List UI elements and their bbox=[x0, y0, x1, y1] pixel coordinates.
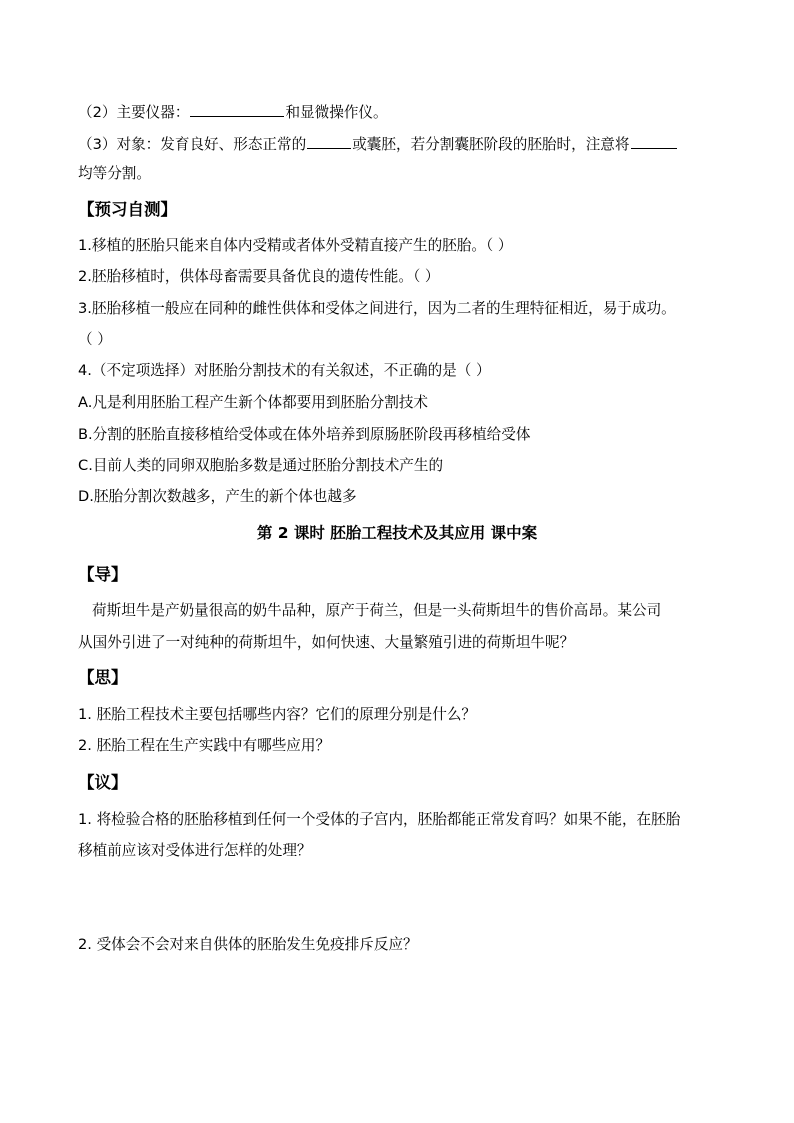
item3-blank-2 bbox=[631, 134, 677, 149]
discuss-q2: 2. 受体会不会对来自供体的胚胎发生免疫排斥反应？ bbox=[78, 936, 418, 953]
guide-heading: 【导】 bbox=[78, 565, 128, 584]
item2-suffix: 和显微操作仪。 bbox=[285, 104, 388, 121]
lesson-title: 第 2 课时 胚胎工程技术及其应用 课中案 bbox=[256, 524, 538, 542]
preview-q2: 2.胚胎移植时，供体母畜需要具备优良的遗传性能。（ ） bbox=[78, 268, 440, 285]
discuss-q1-line-1: 1. 将检验合格的胚胎移植到任何一个受体的子宫内，胚胎都能正常发育吗？如果不能，在胚胎 bbox=[78, 811, 681, 828]
guide-line-1: 荷斯坦牛是产奶量很高的奶牛品种，原产于荷兰，但是一头荷斯坦牛的售价高昂。某公司 bbox=[92, 602, 662, 619]
option-c: C.目前人类的同卵双胞胎多数是通过胚胎分割技术产生的 bbox=[78, 457, 444, 474]
item3-blank-1 bbox=[307, 134, 351, 149]
option-d: D.胚胎分割次数越多，产生的新个体也越多 bbox=[78, 488, 357, 505]
item3-line bbox=[78, 134, 678, 155]
discuss-heading: 【议】 bbox=[78, 773, 128, 792]
item3-prefix: （3）对象：发育良好、形态正常的 bbox=[78, 136, 307, 153]
guide-line-2: 从国外引进了一对纯种的荷斯坦牛，如何快速、大量繁殖引进的荷斯坦牛呢？ bbox=[78, 634, 575, 651]
preview-q3-paren: （ ） bbox=[78, 331, 112, 348]
discuss-q1-line-2: 移植前应该对受体进行怎样的处理？ bbox=[78, 842, 312, 859]
item2-prefix: （2）主要仪器： bbox=[78, 104, 190, 121]
think-q2: 2. 胚胎工程在生产实践中有哪些应用？ bbox=[78, 737, 331, 754]
preview-q3: 3.胚胎移植一般应在同种的雌性供体和受体之间进行，因为二者的生理特征相近，易于成功。 bbox=[78, 300, 676, 317]
option-a: A.凡是利用胚胎工程产生新个体都要用到胚胎分割技术 bbox=[78, 394, 429, 411]
think-heading: 【思】 bbox=[78, 668, 128, 687]
option-b: B.分割的胚胎直接移植给受体或在体外培养到原肠胚阶段再移植给受体 bbox=[78, 426, 531, 443]
item3-middle: 或囊胚，若分割囊胚阶段的胚胎时，注意将 bbox=[352, 136, 630, 153]
item2-blank bbox=[190, 102, 284, 117]
preview-q4: 4.（不定项选择）对胚胎分割技术的有关叙述，不正确的是（ ） bbox=[78, 362, 491, 379]
preview-q1: 1.移植的胚胎只能来自体内受精或者体外受精直接产生的胚胎。（ ） bbox=[78, 237, 513, 254]
item2-line bbox=[78, 102, 388, 123]
think-q1: 1. 胚胎工程技术主要包括哪些内容？它们的原理分别是什么？ bbox=[78, 706, 477, 723]
preview-heading: 【预习自测】 bbox=[78, 200, 177, 219]
item3-continuation: 均等分割。 bbox=[78, 165, 151, 182]
